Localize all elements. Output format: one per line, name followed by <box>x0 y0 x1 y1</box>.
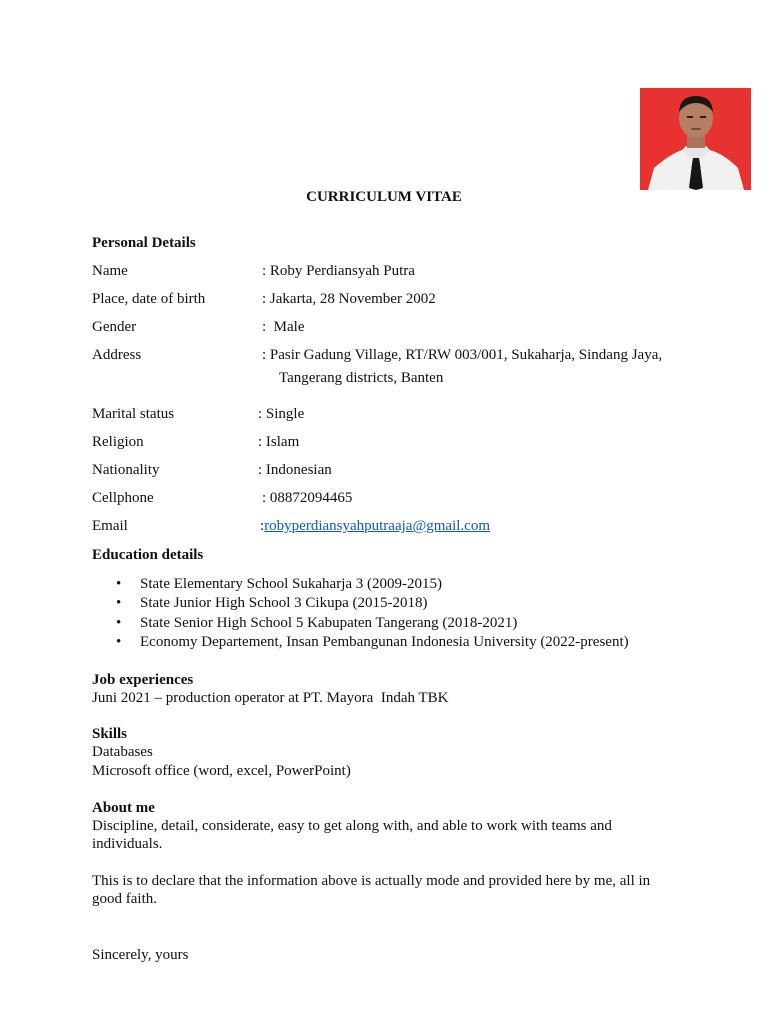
skill-item: Microsoft office (word, excel, PowerPoint) <box>92 763 351 779</box>
bullet-icon: • <box>116 595 122 612</box>
name-label: Name <box>92 263 128 279</box>
birth-label: Place, date of birth <box>92 291 206 307</box>
cellphone-value: : 08872094465 <box>262 490 353 506</box>
bullet-icon: • <box>116 576 122 592</box>
nationality-value: : Indonesian <box>258 462 332 478</box>
marital-label: Marital status <box>92 406 175 422</box>
about-heading: About me <box>92 800 155 816</box>
education-item: State Junior High School 3 Cikupa (2015-2018) <box>140 595 428 612</box>
bullet-icon: • <box>116 614 122 631</box>
closing-text: Sincerely, yours <box>92 947 189 963</box>
list-item <box>116 615 629 634</box>
personal-details-heading: Personal Details <box>92 235 196 251</box>
about-text-line2: individuals. <box>92 836 163 852</box>
email-label: Email <box>92 518 128 534</box>
name-value: : Roby Perdiansyah Putra <box>262 263 415 279</box>
job-heading: Job experiences <box>92 672 194 688</box>
skill-item: Databases <box>92 744 153 760</box>
education-heading: Education details <box>92 547 204 563</box>
address-value-line1: : Pasir Gadung Village, RT/RW 003/001, Sukaharja, Sindang Jaya, <box>262 347 663 363</box>
education-item: State Elementary School Sukaharja 3 (2009-2015) <box>140 576 443 592</box>
list-item <box>116 595 629 614</box>
about-text-line1: Discipline, detail, considerate, easy to get along with, and able to work with teams and <box>92 818 612 834</box>
education-item: State Senior High School 5 Kabupaten Tangerang (2018-2021) <box>140 614 518 631</box>
address-label: Address <box>92 347 142 363</box>
page-title: CURRICULUM VITAE <box>306 189 462 205</box>
list-item <box>116 576 629 595</box>
education-list <box>116 576 629 653</box>
declaration-line1: This is to declare that the information above is actually mode and provided here by me, all in <box>92 873 651 889</box>
education-item: Economy Departement, Insan Pembangunan Indonesia University (2022-present) <box>140 633 629 650</box>
religion-label: Religion <box>92 434 144 450</box>
nationality-label: Nationality <box>92 462 160 478</box>
bullet-icon: • <box>116 633 122 650</box>
person-photo-icon <box>640 88 751 190</box>
cellphone-label: Cellphone <box>92 490 154 506</box>
profile-photo <box>640 88 751 190</box>
gender-value: : Male <box>262 319 305 335</box>
email-value-row <box>260 518 490 535</box>
declaration-line2: good faith. <box>92 891 157 907</box>
email-link[interactable]: robyperdiansyahputraaja@gmail.com <box>264 518 490 534</box>
gender-label: Gender <box>92 319 137 335</box>
marital-value: : Single <box>258 406 305 422</box>
address-value-line2: Tangerang districts, Banten <box>279 370 444 386</box>
job-text: Juni 2021 – production operator at PT. Mayora Indah TBK <box>92 690 449 706</box>
birth-value: : Jakarta, 28 November 2002 <box>262 291 436 307</box>
email-prefix: : <box>260 518 265 534</box>
religion-value: : Islam <box>258 434 300 450</box>
list-item <box>116 634 629 653</box>
skills-heading: Skills <box>92 726 128 742</box>
